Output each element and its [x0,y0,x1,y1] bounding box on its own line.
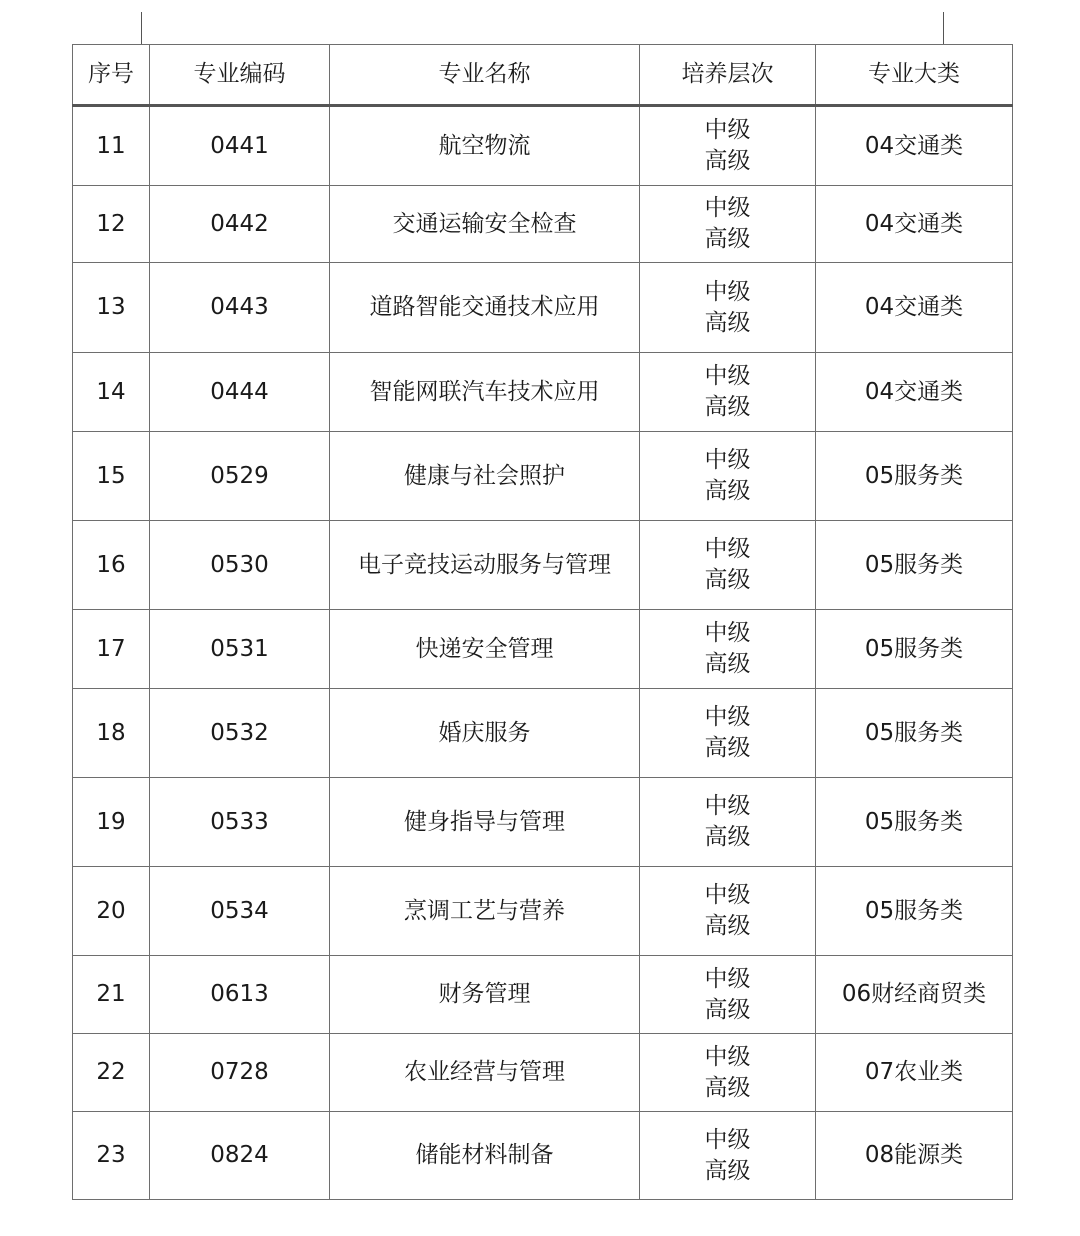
level-line: 中级 [704,278,751,305]
level-line: 中级 [704,620,751,646]
crop-mark-right [943,12,944,44]
cell-seq: 11 [73,106,150,186]
table-row [73,610,1013,689]
cell-level [640,867,816,956]
cell-seq: 18 [73,689,150,778]
header-name: 专业名称 [330,45,640,106]
table-row [73,1034,1013,1112]
cell-category: 05服务类 [816,432,1013,521]
level-line: 中级 [704,363,751,389]
cell-code: 0443 [150,263,330,353]
cell-code: 0530 [150,521,330,610]
level-line: 中级 [704,793,751,819]
cell-name: 储能材料制备 [330,1112,640,1200]
table-row [73,521,1013,610]
header-level: 培养层次 [640,45,816,106]
cell-level [640,521,816,610]
cell-level [640,263,816,353]
table-row [73,106,1013,186]
cell-code: 0441 [150,106,330,186]
cell-level [640,1034,816,1112]
cell-level [640,689,816,778]
cell-name: 婚庆服务 [330,689,640,778]
cell-code: 0444 [150,353,330,432]
cell-seq: 23 [73,1112,150,1200]
level-line: 中级 [704,536,751,562]
cell-name: 道路智能交通技术应用 [330,263,640,353]
table-header-row [73,45,1013,106]
level-line: 高级 [704,651,751,677]
cell-category: 06财经商贸类 [816,956,1013,1034]
cell-category: 04交通类 [816,263,1013,353]
level-line: 高级 [704,567,751,593]
cell-code: 0824 [150,1112,330,1200]
cell-name: 智能网联汽车技术应用 [330,353,640,432]
cell-category: 05服务类 [816,521,1013,610]
table-row [73,432,1013,521]
level-line: 中级 [704,447,751,473]
table-row [73,263,1013,353]
level-line: 中级 [704,965,751,992]
header-category: 专业大类 [816,45,1013,106]
cell-code: 0532 [150,689,330,778]
cell-name: 健身指导与管理 [330,778,640,867]
cell-name: 健康与社会照护 [330,432,640,521]
table-row [73,186,1013,263]
table-row [73,353,1013,432]
level-line: 中级 [704,882,751,908]
header-seq: 序号 [73,45,150,106]
table-row [73,689,1013,778]
cell-category: 04交通类 [816,353,1013,432]
cell-name: 农业经营与管理 [330,1034,640,1112]
cell-seq: 15 [73,432,150,521]
level-line: 高级 [704,148,751,174]
level-line: 高级 [704,1157,751,1184]
cell-name: 财务管理 [330,956,640,1034]
cell-level [640,1112,816,1200]
majors-table [72,44,1013,1200]
cell-seq: 19 [73,778,150,867]
cell-category: 05服务类 [816,778,1013,867]
cell-level [640,956,816,1034]
cell-seq: 13 [73,263,150,353]
cell-seq: 12 [73,186,150,263]
cell-category: 05服务类 [816,610,1013,689]
level-line: 高级 [704,996,751,1023]
level-line: 中级 [704,1126,751,1153]
cell-seq: 14 [73,353,150,432]
cell-seq: 16 [73,521,150,610]
cell-name: 航空物流 [330,106,640,186]
header-code: 专业编码 [150,45,330,106]
cell-level [640,353,816,432]
cell-category: 04交通类 [816,106,1013,186]
level-line: 中级 [704,117,751,143]
cell-code: 0533 [150,778,330,867]
level-line: 高级 [704,824,751,850]
level-line: 高级 [704,309,751,336]
table-row [73,778,1013,867]
cell-level [640,432,816,521]
cell-name: 交通运输安全检查 [330,186,640,263]
cell-code: 0529 [150,432,330,521]
cell-level [640,106,816,186]
cell-name: 快递安全管理 [330,610,640,689]
table-row [73,956,1013,1034]
cell-level [640,186,816,263]
cell-level [640,610,816,689]
cell-seq: 20 [73,867,150,956]
cell-name: 电子竞技运动服务与管理 [330,521,640,610]
table-row [73,1112,1013,1200]
level-line: 高级 [704,226,751,252]
level-line: 中级 [704,1043,751,1070]
level-line: 高级 [704,913,751,939]
level-line: 高级 [704,1074,751,1101]
cell-code: 0728 [150,1034,330,1112]
level-line: 高级 [704,394,751,420]
cell-code: 0613 [150,956,330,1034]
cell-seq: 17 [73,610,150,689]
level-line: 中级 [704,704,751,730]
level-line: 高级 [704,735,751,761]
cell-seq: 21 [73,956,150,1034]
cell-category: 05服务类 [816,867,1013,956]
crop-mark-left [141,12,142,44]
cell-code: 0442 [150,186,330,263]
cell-name: 烹调工艺与营养 [330,867,640,956]
cell-seq: 22 [73,1034,150,1112]
cell-category: 05服务类 [816,689,1013,778]
table-row [73,867,1013,956]
cell-code: 0531 [150,610,330,689]
cell-level [640,778,816,867]
cell-category: 08能源类 [816,1112,1013,1200]
level-line: 高级 [704,478,751,504]
cell-code: 0534 [150,867,330,956]
level-line: 中级 [704,195,751,221]
table-body [73,106,1013,1200]
cell-category: 07农业类 [816,1034,1013,1112]
cell-category: 04交通类 [816,186,1013,263]
